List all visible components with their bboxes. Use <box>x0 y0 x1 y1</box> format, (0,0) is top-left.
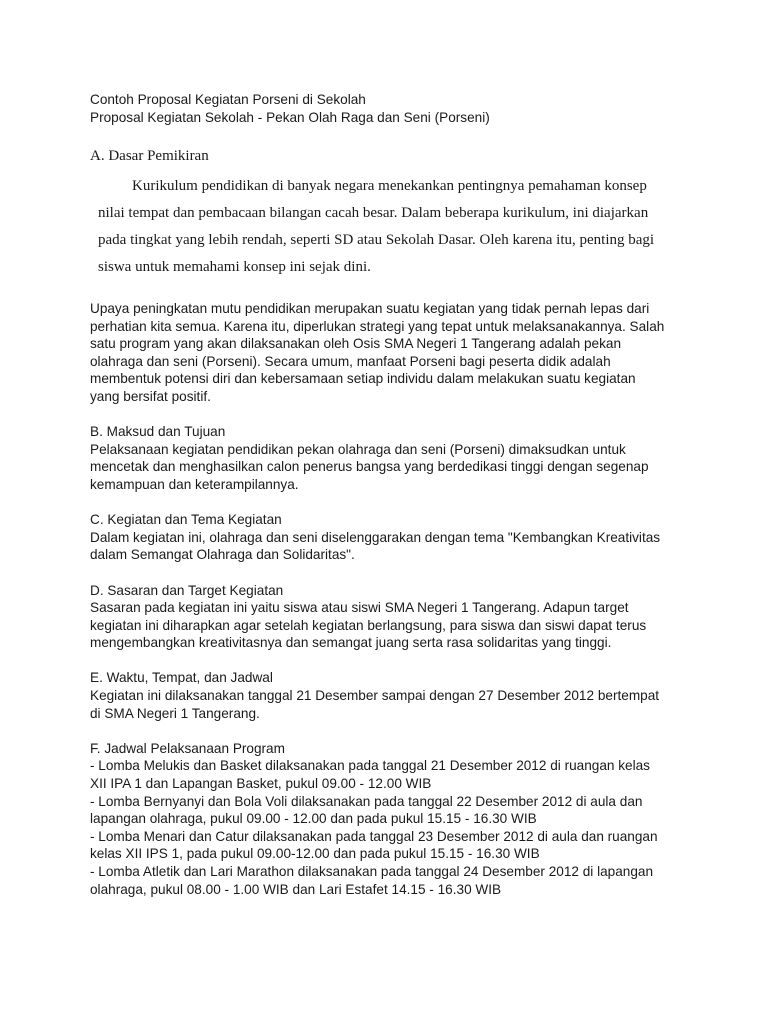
section-e <box>90 669 690 722</box>
intro-line: yang bersifat positif. <box>90 388 211 404</box>
section-d <box>90 582 690 652</box>
section-e-line: di SMA Negeri 1 Tangerang. <box>90 705 260 721</box>
section-b-line: mencetak dan menghasilkan calon penerus bangsa yang berdedikasi tinggi dengan segenap <box>90 459 649 475</box>
section-f-heading: F. Jadwal Pelaksanaan Program <box>90 740 285 756</box>
intro-line: perhatian kita semua. Karena itu, diperlukan strategi yang tepat untuk melaksanakannya. Salah <box>90 318 665 334</box>
paragraph-gap <box>90 494 690 512</box>
section-c <box>90 511 690 564</box>
section-c-heading: C. Kegiatan dan Tema Kegiatan <box>90 512 282 528</box>
intro-paragraph <box>90 300 690 406</box>
section-d-line: Sasaran pada kegiatan ini yaitu siswa atau siswi SMA Negeri 1 Tangerang. Adapun target <box>90 600 629 616</box>
paragraph-gap <box>90 406 690 424</box>
section-b-line: kemampuan dan keterampilannya. <box>90 476 299 492</box>
schedule-line: lapangan olahraga, pukul 09.00 - 12.00 dan pada pukul 15.15 - 16.30 WIB <box>90 811 537 827</box>
schedule-line: - Lomba Bernyanyi dan Bola Voli dilaksanakan pada tanggal 22 Desember 2012 di aula dan <box>90 793 643 809</box>
section-f <box>90 740 690 898</box>
document-title-line-1: Contoh Proposal Kegiatan Porseni di Sekolah <box>90 92 366 107</box>
section-d-line: kegiatan ini diharapkan agar setelah kegiatan berlangsung, para siswa dan siswi dapat terus <box>90 617 647 633</box>
schedule-line: XII IPA 1 dan Lapangan Basket, pukul 09.00 - 12.00 WIB <box>90 776 432 792</box>
section-d-line: mengembangkan kreativitasnya dan semangat juang serta rasa solidaritas yang tinggi. <box>90 635 612 651</box>
schedule-line: - Lomba Atletik dan Lari Marathon dilaksanakan pada tanggal 24 Desember 2012 di lapangan <box>90 864 654 879</box>
section-a-line: siswa untuk memahami konsep ini sejak dini. <box>98 259 371 275</box>
document-title-line-2: Proposal Kegiatan Sekolah - Pekan Olah Raga dan Seni (Porseni) <box>90 109 490 125</box>
section-b-heading: B. Maksud dan Tujuan <box>90 424 226 440</box>
section-a-line: nilai tempat dan pembacaan bilangan cacah besar. Dalam beberapa kurikulum, ini diajarkan <box>98 205 649 221</box>
section-c-line: dalam Semangat Olahraga dan Solidaritas". <box>90 547 355 563</box>
intro-line: olahraga dan seni (Porseni). Secara umum, manfaat Porseni bagi peserta didik adalah <box>90 353 611 369</box>
section-b <box>90 423 690 493</box>
section-a-heading: A. Dasar Pemikiran <box>90 148 209 164</box>
schedule-line: kelas XII IPS 1, pada pukul 09.00-12.00 dan pada pukul 15.15 - 16.30 WIB <box>90 846 540 862</box>
section-a-line: Kurikulum pendidikan di banyak negara menekankan pentingnya pemahaman konsep <box>132 178 647 194</box>
schedule-line: - Lomba Menari dan Catur dilaksanakan pada tanggal 23 Desember 2012 di aula dan ruangan <box>90 828 658 844</box>
paragraph-gap <box>90 722 690 740</box>
paragraph-gap <box>90 652 690 670</box>
document-body <box>90 300 690 898</box>
intro-line: satu program yang akan dilaksanakan oleh Osis SMA Negeri 1 Tangerang adalah pekan <box>90 336 621 352</box>
schedule-line: olahraga, pukul 08.00 - 1.00 WIB dan Lari Estafet 14.15 - 16.30 WIB <box>90 881 502 897</box>
intro-line: Upaya peningkatan mutu pendidikan merupakan suatu kegiatan yang tidak pernah lepas dari <box>90 301 650 316</box>
section-e-heading: E. Waktu, Tempat, dan Jadwal <box>90 670 273 686</box>
schedule-line: - Lomba Melukis dan Basket dilaksanakan pada tanggal 21 Desember 2012 di ruangan kelas <box>90 758 650 774</box>
section-b-line: Pelaksanaan kegiatan pendidikan pekan olahraga dan seni (Porseni) dimaksudkan untuk <box>90 441 626 457</box>
section-c-line: Dalam kegiatan ini, olahraga dan seni diselenggarakan dengan tema "Kembangkan Kreativitas <box>90 529 661 545</box>
intro-line: membentuk potensi diri dan kebersamaan setiap individu dalam melakukan suatu kegiatan <box>90 371 636 387</box>
section-d-heading: D. Sasaran dan Target Kegiatan <box>90 582 284 598</box>
section-a-paragraph <box>98 173 698 281</box>
paragraph-gap <box>90 564 690 582</box>
document-title-block <box>90 91 710 126</box>
section-a-line: pada tingkat yang lebih rendah, seperti SD atau Sekolah Dasar. Oleh karena itu, penting bagi <box>98 232 655 248</box>
section-e-line: Kegiatan ini dilaksanakan tanggal 21 Desember sampai dengan 27 Desember 2012 bertempat <box>90 688 660 704</box>
